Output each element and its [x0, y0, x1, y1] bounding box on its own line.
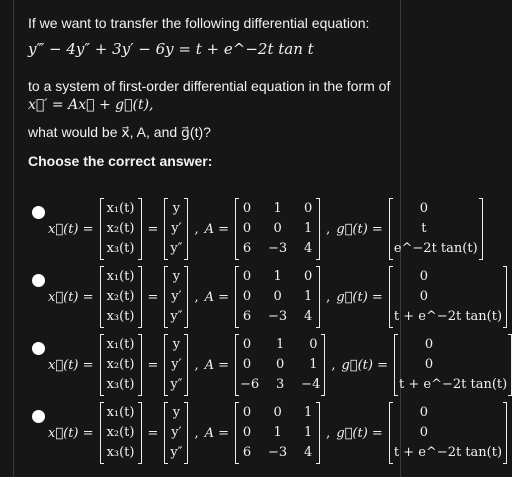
- g-vector-cell: t + e^−2t tan(t): [399, 377, 508, 392]
- g-vector-row: [399, 335, 507, 355]
- radio-button[interactable]: [32, 342, 45, 355]
- a-matrix-cell: 0: [304, 269, 313, 284]
- y-vector-row: [169, 355, 183, 375]
- comma: ,: [194, 289, 199, 305]
- a-matrix-cell: −4: [301, 377, 321, 392]
- option-formula: [48, 264, 507, 330]
- x-vector-cell: x₂(t): [106, 425, 135, 440]
- equals-sign: =: [147, 289, 159, 305]
- answer-option-1[interactable]: [0, 196, 478, 262]
- g-vector-cell: 0: [424, 337, 434, 352]
- a-matrix-cell: 0: [242, 269, 252, 284]
- comma: ,: [331, 357, 336, 373]
- g-vector-cell: 0: [419, 405, 428, 420]
- a-matrix-label: A =: [204, 425, 229, 441]
- answer-option-4[interactable]: [0, 400, 503, 466]
- y-vector-row: [169, 443, 183, 463]
- a-matrix-label: A =: [204, 289, 229, 305]
- y-vector-cell: y: [172, 337, 181, 352]
- a-matrix: [235, 198, 320, 260]
- y-vector-row: [169, 403, 183, 423]
- x-vector-row: [105, 375, 137, 395]
- a-matrix-cell: 1: [309, 357, 318, 372]
- y-vector-cell: y′: [171, 425, 182, 440]
- comma: ,: [326, 289, 331, 305]
- a-matrix-cell: 0: [242, 337, 252, 352]
- g-vector-cell: 0: [419, 289, 428, 304]
- y-vector-row: [169, 267, 183, 287]
- a-matrix: [235, 402, 320, 464]
- g-vector-row: [394, 403, 502, 423]
- g-vector-row: [399, 375, 507, 395]
- g-vector-row: [394, 287, 502, 307]
- g-vector-label: g⃗(t) =: [336, 425, 383, 441]
- question-line-3: what would be x⃗, A, and g⃗(t)?: [28, 124, 211, 140]
- g-vector-cell: 0: [419, 269, 428, 284]
- radio-button[interactable]: [32, 206, 45, 219]
- y-vector-row: [169, 335, 183, 355]
- x-vector-row: [105, 199, 137, 219]
- comma: ,: [194, 425, 199, 441]
- g-vector-row: [394, 219, 478, 239]
- y-vector-cell: y: [172, 269, 181, 284]
- g-vector-row: [394, 307, 502, 327]
- option-formula: [48, 400, 507, 466]
- a-matrix-cell: 0: [276, 357, 285, 372]
- x-vector-label: x⃗(t) =: [48, 289, 94, 305]
- x-vector-cell: x₃(t): [106, 377, 135, 392]
- option-formula: [48, 332, 512, 398]
- a-matrix-cell: 6: [242, 309, 252, 324]
- x-vector-row: [105, 443, 137, 463]
- question-line-1: If we want to transfer the following differential equation:: [28, 15, 370, 31]
- g-vector-label: g⃗(t) =: [336, 289, 383, 305]
- option-formula: [48, 196, 483, 262]
- y-vector-row: [169, 307, 183, 327]
- x-vector: [100, 402, 142, 464]
- x-vector-label: x⃗(t) =: [48, 425, 94, 441]
- y-vector: [164, 402, 188, 464]
- a-matrix-cell: 0: [242, 289, 252, 304]
- a-matrix-cell: 0: [273, 405, 282, 420]
- a-matrix-cell: 1: [276, 337, 285, 352]
- a-matrix-row: [240, 307, 315, 327]
- g-vector-cell: t + e^−2t tan(t): [393, 309, 503, 324]
- a-matrix-cell: 3: [276, 377, 285, 392]
- a-matrix-cell: 0: [309, 337, 318, 352]
- a-matrix: [235, 334, 325, 396]
- g-vector-row: [399, 355, 507, 375]
- x-vector-cell: x₃(t): [106, 241, 135, 256]
- a-matrix-row: [240, 267, 315, 287]
- x-vector-cell: x₂(t): [106, 357, 135, 372]
- x-vector-cell: x₁(t): [106, 201, 135, 216]
- g-vector: [389, 266, 507, 328]
- a-matrix-cell: 1: [304, 289, 313, 304]
- a-matrix-row: [240, 443, 315, 463]
- g-vector-row: [394, 239, 478, 259]
- y-vector-cell: y′: [171, 289, 182, 304]
- g-vector-row: [394, 423, 502, 443]
- x-vector-cell: x₁(t): [106, 269, 135, 284]
- a-matrix-cell: −3: [268, 445, 288, 460]
- comma: ,: [326, 425, 331, 441]
- g-vector-row: [394, 267, 502, 287]
- x-vector-cell: x₃(t): [106, 445, 135, 460]
- choose-label: Choose the correct answer:: [28, 153, 213, 169]
- x-vector-row: [105, 239, 137, 259]
- x-vector-row: [105, 355, 137, 375]
- x-vector: [100, 266, 142, 328]
- a-matrix-row: [240, 355, 320, 375]
- x-vector-row: [105, 423, 137, 443]
- a-matrix-label: A =: [204, 357, 229, 373]
- y-vector-cell: y″: [170, 445, 183, 460]
- y-vector-cell: y″: [170, 241, 183, 256]
- g-vector: [394, 334, 512, 396]
- x-vector: [100, 198, 142, 260]
- x-vector-label: x⃗(t) =: [48, 221, 94, 237]
- a-matrix: [235, 266, 320, 328]
- a-matrix-row: [240, 423, 315, 443]
- a-matrix-cell: 4: [304, 309, 313, 324]
- a-matrix-cell: 0: [273, 289, 282, 304]
- a-matrix-cell: 0: [242, 405, 252, 420]
- y-vector-row: [169, 287, 183, 307]
- a-matrix-row: [240, 375, 320, 395]
- y-vector-cell: y′: [171, 221, 182, 236]
- a-matrix-cell: 0: [242, 221, 252, 236]
- y-vector-row: [169, 239, 183, 259]
- question-line-2: to a system of first-order differential equation in the form of: [28, 78, 391, 94]
- radio-button[interactable]: [32, 274, 45, 287]
- x-vector-row: [105, 219, 137, 239]
- a-matrix-cell: 1: [304, 405, 313, 420]
- a-matrix-cell: 1: [273, 201, 282, 216]
- x-vector-cell: x₁(t): [106, 405, 135, 420]
- a-matrix-row: [240, 335, 320, 355]
- g-vector-cell: e^−2t tan(t): [393, 241, 478, 256]
- comma: ,: [194, 357, 199, 373]
- x-vector-cell: x₂(t): [106, 289, 135, 304]
- y-vector-cell: y″: [170, 309, 183, 324]
- g-vector: [389, 198, 483, 260]
- a-matrix-cell: 0: [242, 201, 252, 216]
- g-vector-cell: 0: [419, 425, 428, 440]
- a-matrix-cell: 0: [304, 201, 313, 216]
- y-vector-cell: y′: [171, 357, 182, 372]
- a-matrix-label: A =: [204, 221, 229, 237]
- a-matrix-cell: 1: [304, 221, 313, 236]
- y-vector: [164, 334, 188, 396]
- a-matrix-cell: −3: [268, 241, 288, 256]
- a-matrix-row: [240, 199, 315, 219]
- comma: ,: [194, 221, 199, 237]
- comma: ,: [326, 221, 331, 237]
- a-matrix-cell: 1: [273, 269, 282, 284]
- g-vector-cell: t + e^−2t tan(t): [393, 445, 503, 460]
- equals-sign: =: [147, 357, 159, 373]
- x-vector-label: x⃗(t) =: [48, 357, 94, 373]
- question-form: x⃗′ = Ax⃗ + g⃗(t),: [28, 97, 154, 113]
- answer-option-3[interactable]: [0, 332, 508, 398]
- a-matrix-row: [240, 219, 315, 239]
- a-matrix-cell: −3: [268, 309, 288, 324]
- a-matrix-row: [240, 239, 315, 259]
- g-vector-cell: t: [421, 221, 427, 236]
- x-vector-row: [105, 307, 137, 327]
- g-vector-label: g⃗(t) =: [336, 221, 383, 237]
- a-matrix-cell: 6: [242, 241, 252, 256]
- g-vector-cell: 0: [424, 357, 434, 372]
- y-vector-row: [169, 423, 183, 443]
- question-equation: y‴ − 4y″ + 3y′ − 6y = t + e^−2t tan t: [28, 40, 314, 58]
- y-vector-cell: y″: [170, 377, 183, 392]
- a-matrix-cell: 1: [304, 425, 313, 440]
- x-vector: [100, 334, 142, 396]
- a-matrix-cell: 4: [304, 241, 313, 256]
- a-matrix-cell: 6: [242, 445, 252, 460]
- x-vector-row: [105, 287, 137, 307]
- y-vector-row: [169, 199, 183, 219]
- x-vector-row: [105, 267, 137, 287]
- y-vector-row: [169, 375, 183, 395]
- x-vector-cell: x₃(t): [106, 309, 135, 324]
- g-vector: [389, 402, 507, 464]
- radio-button[interactable]: [32, 410, 45, 423]
- a-matrix-cell: 1: [273, 425, 282, 440]
- a-matrix-row: [240, 403, 315, 423]
- x-vector-cell: x₂(t): [106, 221, 135, 236]
- y-vector: [164, 198, 188, 260]
- x-vector-row: [105, 335, 137, 355]
- x-vector-row: [105, 403, 137, 423]
- g-vector-cell: 0: [419, 201, 428, 216]
- a-matrix-cell: 0: [273, 221, 282, 236]
- g-vector-row: [394, 199, 478, 219]
- x-vector-cell: x₁(t): [106, 337, 135, 352]
- y-vector-row: [169, 219, 183, 239]
- a-matrix-cell: −6: [240, 377, 260, 392]
- g-vector-row: [394, 443, 502, 463]
- a-matrix-cell: 0: [242, 357, 252, 372]
- a-matrix-cell: 4: [304, 445, 313, 460]
- a-matrix-row: [240, 287, 315, 307]
- equals-sign: =: [147, 221, 159, 237]
- g-vector-label: g⃗(t) =: [341, 357, 388, 373]
- y-vector-cell: y: [172, 201, 181, 216]
- answer-option-2[interactable]: [0, 264, 503, 330]
- y-vector: [164, 266, 188, 328]
- y-vector-cell: y: [172, 405, 181, 420]
- a-matrix-cell: 0: [242, 425, 252, 440]
- equals-sign: =: [147, 425, 159, 441]
